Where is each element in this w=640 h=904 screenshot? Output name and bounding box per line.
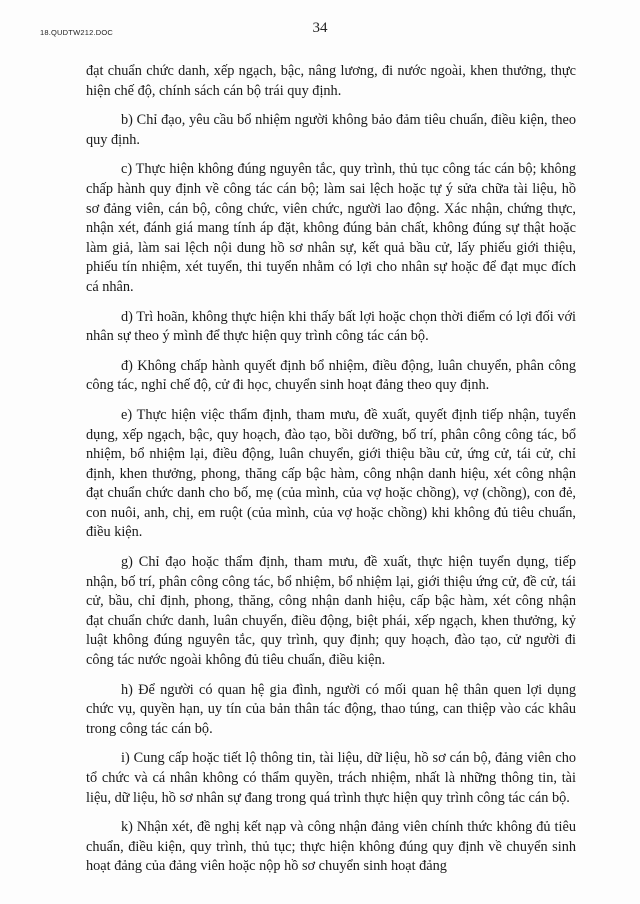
paragraph-g: g) Chỉ đạo hoặc thẩm định, tham mưu, đề xuất, thực hiện tuyển dụng, tiếp nhận, bố trí, phân công công tác, bổ nhiệm, bổ nhiệm lại, giới thiệu ứng cử, đề cử, tái cử, bầu, chỉ định, phong, thăng, công nhận danh hiệu, cấp bậc hàm, xét công nhận đạt chuẩn chức danh, luân chuyển, điều động, biệt phái, xếp ngạch, khen thưởng, kỷ luật không đúng nguyên tắc, quy trình, quy định; quy hoạch, đào tạo, cử người đi công tác nước ngoài không đủ tiêu chuẩn, điều kiện. bbox=[86, 554, 576, 669]
file-label: 18.QUDTW212.DOC bbox=[40, 28, 114, 37]
document-body bbox=[86, 62, 576, 877]
paragraph-d: d) Trì hoãn, không thực hiện khi thấy bất lợi hoặc chọn thời điểm có lợi đối với nhân sự theo ý mình để thực hiện quy trình công tác cán bộ. bbox=[86, 308, 576, 345]
paragraph-continuation: đạt chuẩn chức danh, xếp ngạch, bậc, nâng lương, đi nước ngoài, khen thưởng, thực hiện chế độ, chính sách cán bộ trái quy định. bbox=[86, 63, 576, 99]
paragraph-dd: đ) Không chấp hành quyết định bổ nhiệm, điều động, luân chuyển, phân công công tác, nghỉ chế độ, cử đi học, chuyển sinh hoạt đảng theo quy định. bbox=[86, 357, 576, 394]
paragraph-h: h) Để người có quan hệ gia đình, người có mối quan hệ thân quen lợi dụng chức vụ, quyền hạn, uy tín của bản thân tác động, thao túng, can thiệp vào các khâu trong công tác cán bộ. bbox=[86, 681, 576, 737]
paragraph-e: e) Thực hiện việc thẩm định, tham mưu, đề xuất, quyết định tiếp nhận, tuyển dụng, xếp ngạch, bậc, quy hoạch, đào tạo, bồi dưỡng, bố trí, phân công công tác, bổ nhiệm, bổ nhiệm lại, điều động, luân chuyển, giới thiệu bầu cử, ứng cử, tái cử, chỉ định, khen thưởng, phong, thăng cấp bậc hàm, công nhận danh hiệu, xét công nhận đạt chuẩn chức danh cho bố, mẹ (của mình, của vợ hoặc chồng), vợ (chồng), con đẻ, con nuôi, anh, chị, em ruột (của mình, của vợ hoặc chồng) khi không đủ tiêu chuẩn, điều kiện. bbox=[86, 406, 576, 541]
paragraph-b: b) Chỉ đạo, yêu cầu bổ nhiệm người không bảo đảm tiêu chuẩn, điều kiện, theo quy định. bbox=[86, 112, 576, 148]
paragraph-k: k) Nhận xét, đề nghị kết nạp và công nhận đảng viên chính thức không đủ tiêu chuẩn, điều kiện, quy trình, thủ tục; thực hiện không đúng quy định về chuyển sinh hoạt đảng của đảng viên hoặc nộp hồ sơ chuyển sinh hoạt đảng bbox=[86, 819, 576, 875]
paragraph-c: c) Thực hiện không đúng nguyên tắc, quy trình, thủ tục công tác cán bộ; không chấp hành quy định về công tác cán bộ; làm sai lệch hoặc tự ý sửa chữa tài liệu, hồ sơ đảng viên, cán bộ, công chức, viên chức, người lao động. Xác nhận, chứng thực, nhận xét, đánh giá mang tính áp đặt, không đúng bản chất, không đúng sự thật hoặc làm giả, làm sai lệch nội dung hồ sơ nhân sự, kết quả bầu cử, lấy phiếu giới thiệu, phiếu tín nhiệm, xét tuyển, thi tuyển nhằm có lợi cho nhân sự hoặc để đạt mục đích cá nhân. bbox=[86, 161, 576, 295]
page-number: 34 bbox=[312, 20, 328, 36]
paragraph-i: i) Cung cấp hoặc tiết lộ thông tin, tài liệu, dữ liệu, hồ sơ cán bộ, đảng viên cho tổ chức và cá nhân không có thẩm quyền, trách nhiệm, nhất là những thông tin, tài liệu, dữ liệu, hồ sơ nhân sự đang trong quá trình thực hiện quy trình công tác cán bộ. bbox=[86, 750, 576, 806]
